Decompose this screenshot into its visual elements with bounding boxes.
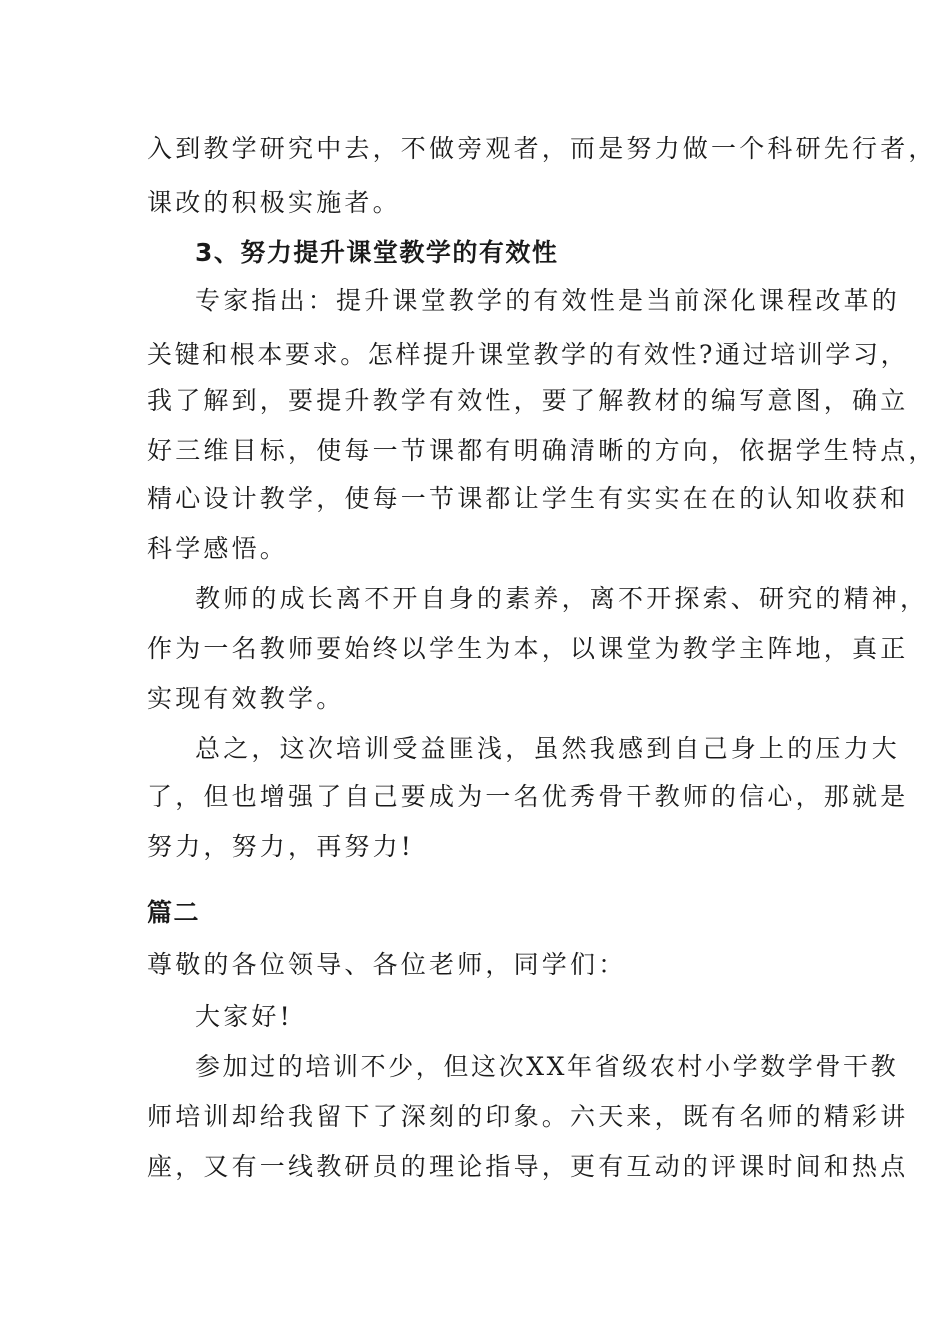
paragraph-line: 实现有效教学。 bbox=[147, 684, 345, 713]
paragraph-line: 教师的成长离不开自身的素养，离不开探索、研究的精神， bbox=[195, 584, 929, 613]
section-title: 篇二 bbox=[147, 898, 201, 927]
paragraph-line: 总之，这次培训受益匪浅，虽然我感到自己身上的压力大 bbox=[195, 734, 901, 763]
paragraph-line: 座，又有一线教研员的理论指导，更有互动的评课时间和热点 bbox=[147, 1152, 909, 1181]
section-heading: 3、努力提升课堂教学的有效性 bbox=[195, 238, 559, 267]
salutation-line: 尊敬的各位领导、各位老师，同学们： bbox=[147, 950, 627, 979]
paragraph-line: 我了解到，要提升教学有效性，要了解教材的编写意图，确立 bbox=[147, 386, 909, 415]
paragraph-line: 师培训却给我留下了深刻的印象。六天来，既有名师的精彩讲 bbox=[147, 1102, 909, 1131]
paragraph-line: 作为一名教师要始终以学生为本，以课堂为教学主阵地，真正 bbox=[147, 634, 909, 663]
paragraph-line: 了，但也增强了自己要成为一名优秀骨干教师的信心，那就是 bbox=[147, 782, 909, 811]
paragraph-line: 入到教学研究中去，不做旁观者，而是努力做一个科研先行者， bbox=[147, 134, 937, 163]
paragraph-line: 精心设计教学，使每一节课都让学生有实实在在的认知收获和 bbox=[147, 484, 909, 513]
paragraph-line: 努力，努力，再努力! bbox=[147, 832, 415, 861]
greeting-line: 大家好! bbox=[195, 1002, 293, 1031]
paragraph-line: 好三维目标，使每一节课都有明确清晰的方向，依据学生特点， bbox=[147, 436, 937, 465]
paragraph-line: 科学感悟。 bbox=[147, 534, 289, 563]
paragraph-line: 专家指出：提升课堂教学的有效性是当前深化课程改革的 bbox=[195, 286, 901, 315]
paragraph-line: 关键和根本要求。怎样提升课堂教学的有效性?通过培训学习， bbox=[147, 340, 909, 369]
paragraph-line: 课改的积极实施者。 bbox=[147, 188, 401, 217]
paragraph-line: 参加过的培训不少，但这次XX年省级农村小学数学骨干教 bbox=[195, 1052, 899, 1081]
